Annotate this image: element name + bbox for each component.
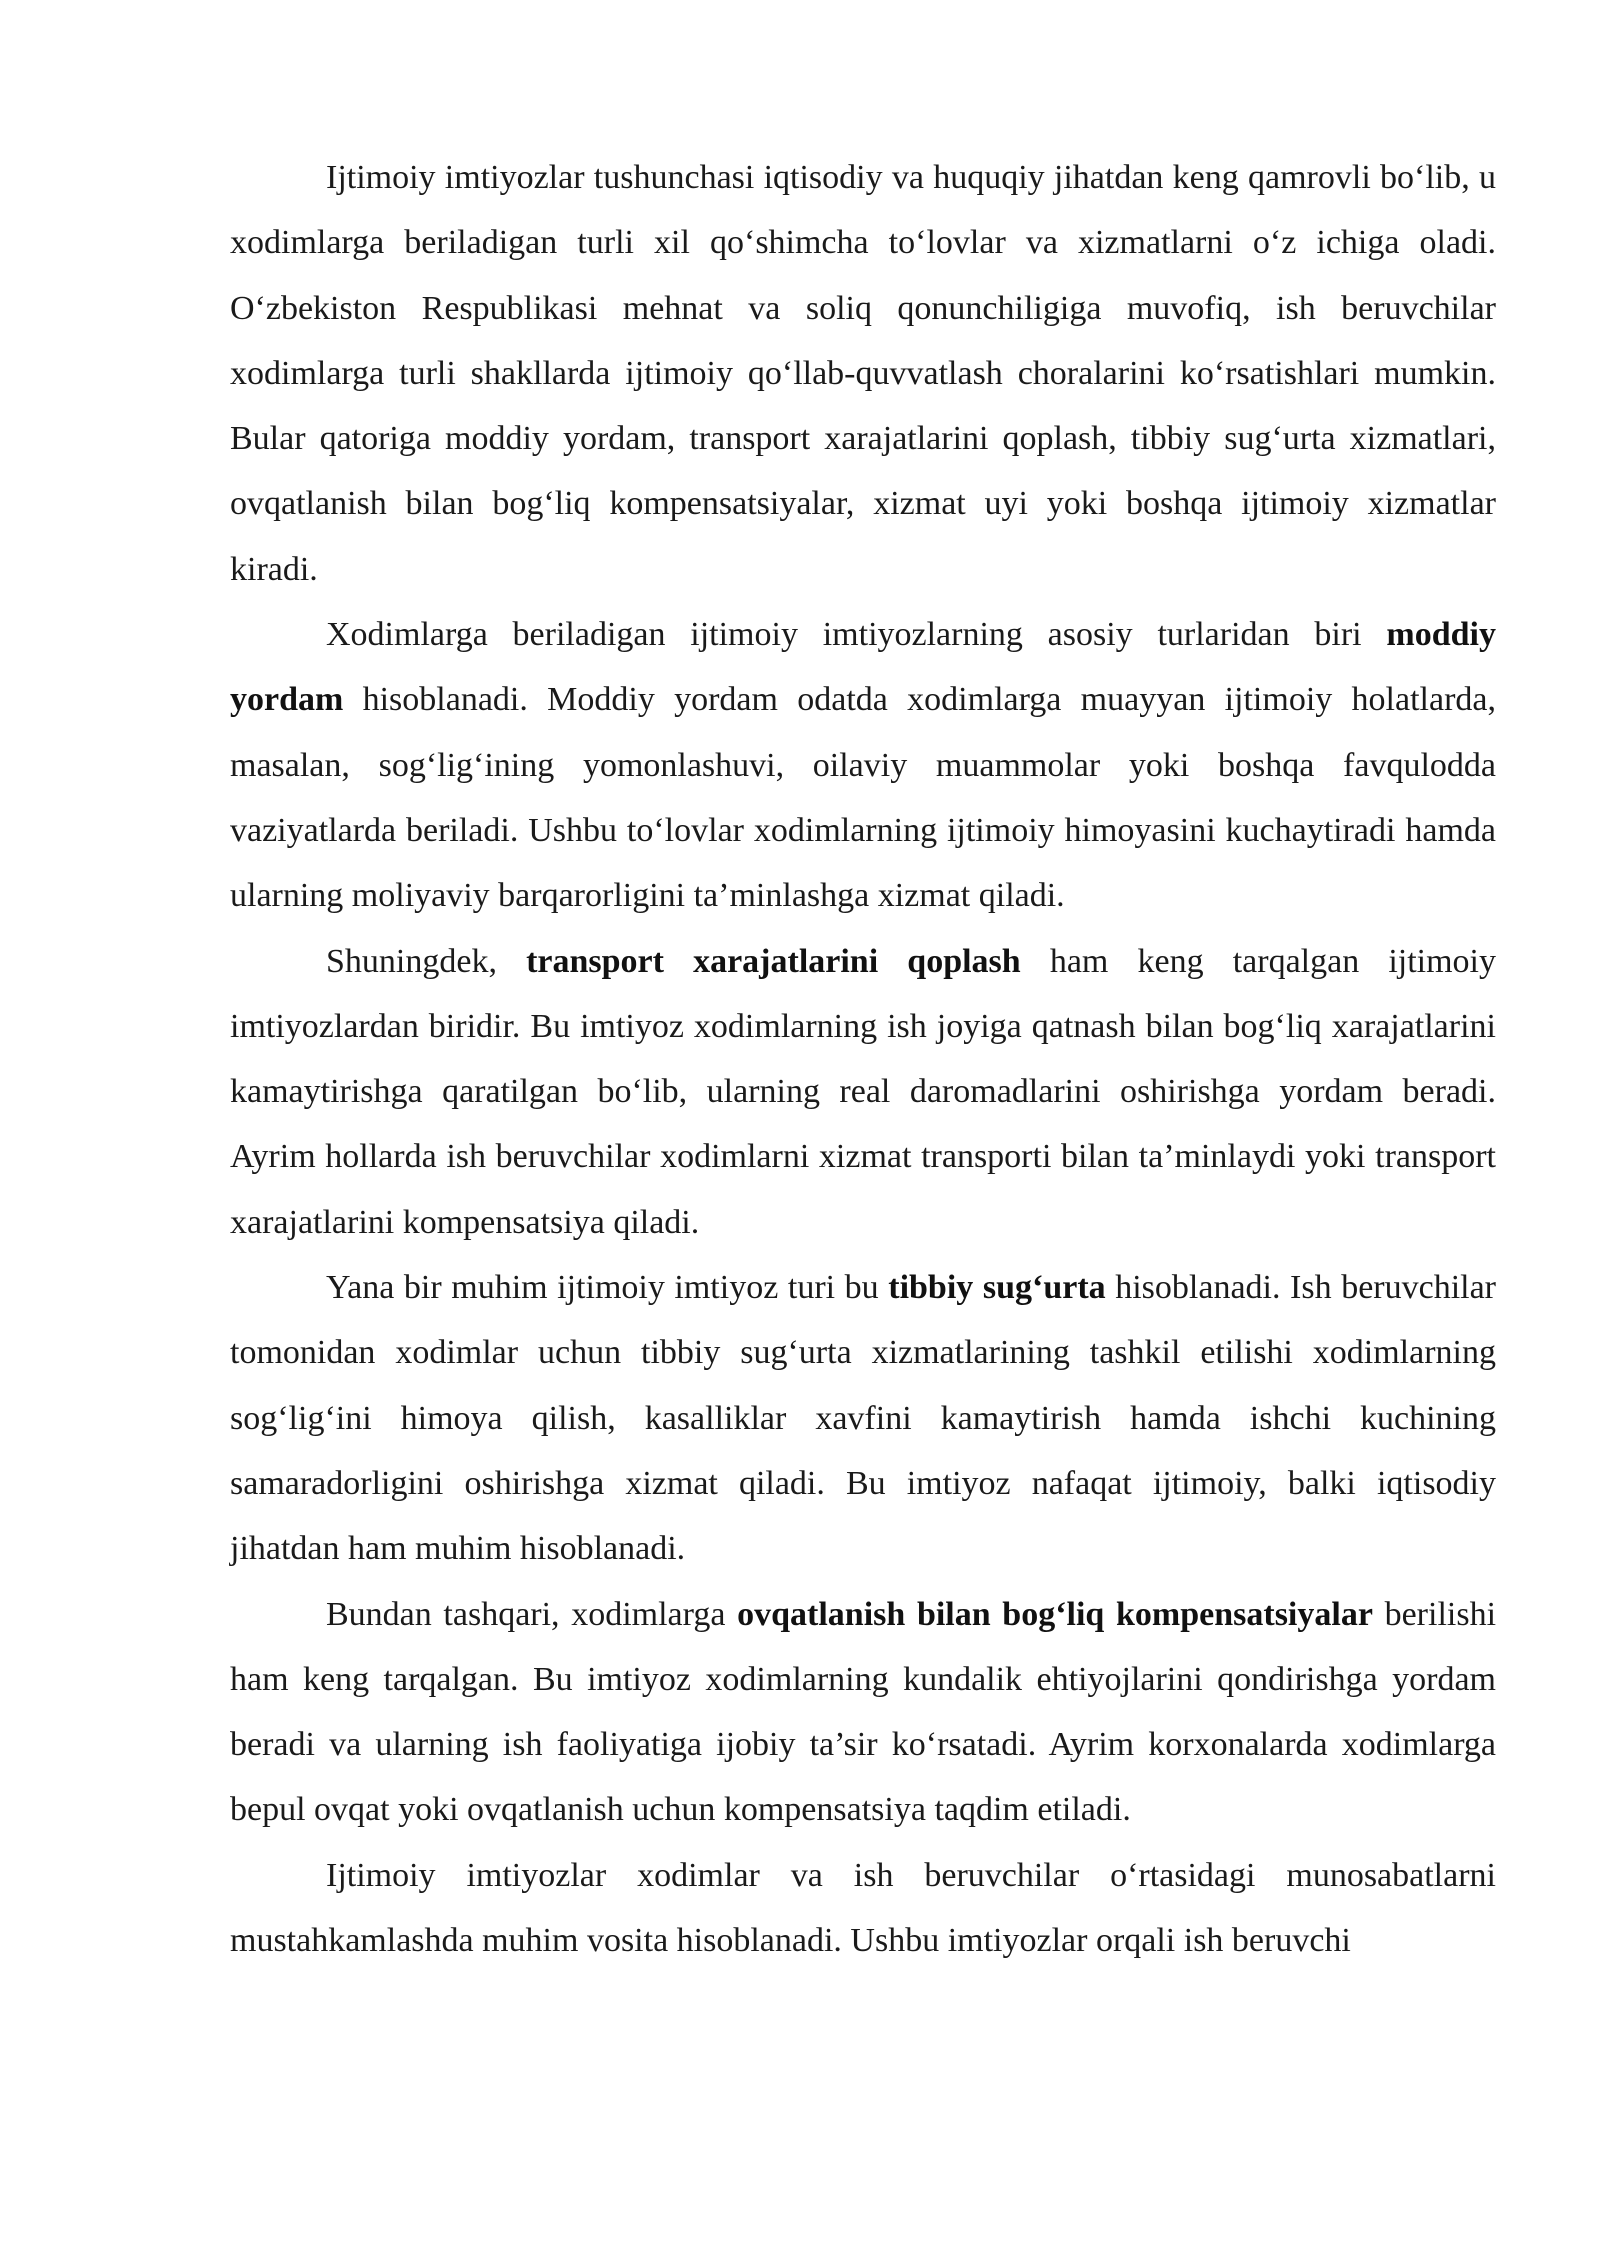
text-run: berilishi ham keng tarqalgan. Bu imtiyoz xodimlarning kundalik ehtiyojlarini qondirishga yordam beradi va ularning ish faoliyatiga ijobiy ta’sir ko‘rsatadi. Ayrim korxonalarda xodimlarga bepul ovqat yoki ovqatlanish uchun kompensatsiya taqdim etiladi. (230, 1595, 1497, 1829)
paragraph (230, 1255, 1496, 1581)
bold-term: moddiy yordam (230, 616, 1496, 719)
text-run: Shuningdek, (326, 942, 527, 980)
paragraph (230, 1582, 1496, 1843)
text-run: Xodimlarga beriladigan ijtimoiy imtiyozlarning asosiy turlaridan biri (326, 616, 1387, 654)
text-run: hisoblanadi. Ish beruvchilar tomonidan xodimlar uchun tibbiy sug‘urta xizmatlarining tashkil etilishi xodimlarning sog‘lig‘ini himoya qilish, kasalliklar xavfini kamaytirish hamda ishchi kuchining samaradorligini oshirishga xizmat qiladi. Bu imtiyoz nafaqat ijtimoiy, balki iqtisodiy jihatdan ham muhim hisoblanadi. (230, 1269, 1496, 1568)
text-run: Ijtimoiy imtiyozlar xodimlar va ish beruvchilar o‘rtasidagi munosabatlarni mustahkamlashda muhim vosita hisoblanadi. Ushbu imtiyozlar orqali ish beruvchi (230, 1856, 1496, 1960)
bold-term: transport xarajatlarini qoplash (526, 942, 1021, 980)
body-text (230, 145, 1496, 1973)
bold-term: tibbiy sug‘urta (888, 1269, 1106, 1307)
bold-term: ovqatlanish bilan bog‘liq kompensatsiyalar (737, 1595, 1373, 1633)
paragraph (230, 145, 1496, 602)
text-run: ham keng tarqalgan ijtimoiy imtiyozlardan biridir. Bu imtiyoz xodimlarning ish joyiga qatnash bilan bog‘liq xarajatlarini kamaytirishga qaratilgan bo‘lib, ularning real daromadlarini oshirishga yordam beradi. Ayrim hollarda ish beruvchilar xodimlarni xizmat transporti bilan ta’minlaydi yoki transport xarajatlarini kompensatsiya qiladi. (230, 942, 1497, 1241)
paragraph (230, 1843, 1496, 1974)
text-run: Yana bir muhim ijtimoiy imtiyoz turi bu (326, 1269, 889, 1307)
paragraph (230, 929, 1496, 1255)
text-run: Bundan tashqari, xodimlarga (326, 1595, 738, 1633)
paragraph (230, 602, 1496, 928)
text-run: Ijtimoiy imtiyozlar tushunchasi iqtisodiy va huquqiy jihatdan keng qamrovli bo‘lib, u xodimlarga beriladigan turli xil qo‘shimcha to‘lovlar va xizmatlarni o‘z ichiga oladi. O‘zbekiston Respublikasi mehnat va soliq qonunchiligiga muvofiq, ish beruvchilar xodimlarga turli shakllarda ijtimoiy qo‘llab-quvvatlash choralarini ko‘rsatishlari mumkin. Bular qatoriga moddiy yordam, transport xarajatlarini qoplash, tibbiy sug‘urta xizmatlari, ovqatlanish bilan bog‘liq kompensatsiyalar, xizmat uyi yoki boshqa ijtimoiy xizmatlar kiradi. (230, 159, 1496, 588)
text-run: hisoblanadi. Moddiy yordam odatda xodimlarga muayyan ijtimoiy holatlarda, masalan, sog‘lig‘ining yomonlashuvi, oilaviy muammolar yoki boshqa favqulodda vaziyatlarda beriladi. Ushbu to‘lovlar xodimlarning ijtimoiy himoyasini kuchaytiradi hamda ularning moliyaviy barqarorligini ta’minlashga xizmat qiladi. (230, 681, 1496, 915)
